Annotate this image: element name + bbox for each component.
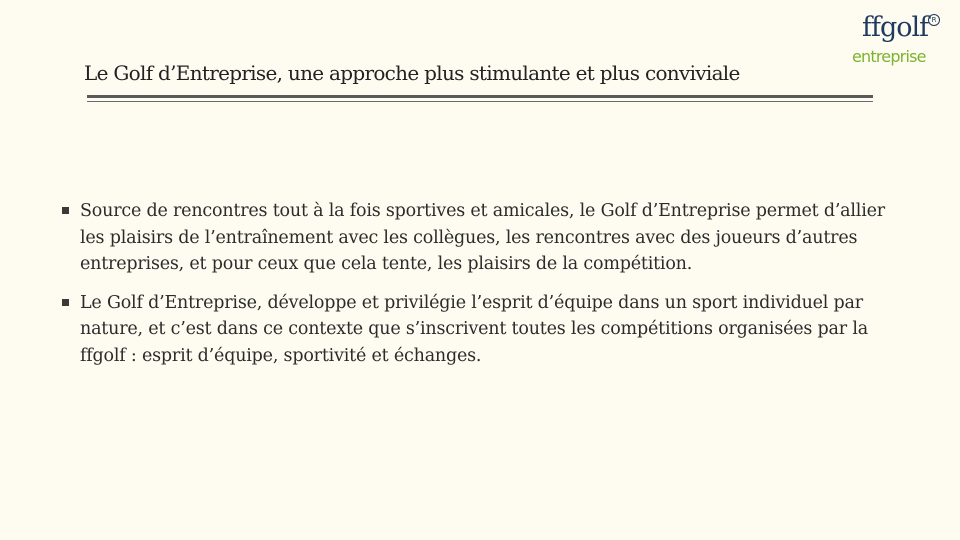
slide-title: Le Golf d’Entreprise, une approche plus stimulante et plus conviviale [84,61,740,85]
logo-subbrand-text: entreprise [852,47,926,66]
bullet-item [62,198,902,278]
square-bullet-icon [62,299,69,306]
ffgolf-entreprise-logo [850,12,946,72]
bullet-list [62,198,902,381]
title-divider-thick [87,95,873,98]
bullet-text: Le Golf d’Entreprise, développe et privilégie l’esprit d’équipe dans un sport individuel par nature, et c’est dans ce contexte que s’inscrivent toutes les compétitions organisées par la ffgolf : esprit d’équipe, sportivité et échanges. [80,292,868,366]
logo-brand-text: ffgolf [862,12,929,43]
square-bullet-icon [62,207,69,214]
title-divider-thin [87,101,873,102]
bullet-item [62,290,902,370]
registered-trademark-icon: R [928,14,940,26]
bullet-text: Source de rencontres tout à la fois sportives et amicales, le Golf d’Entreprise permet d’allier les plaisirs de l’entraînement avec les collègues, les rencontres avec des joueurs d’autres entreprises, et pour ceux que cela tente, les plaisirs de la compétition. [80,201,885,274]
